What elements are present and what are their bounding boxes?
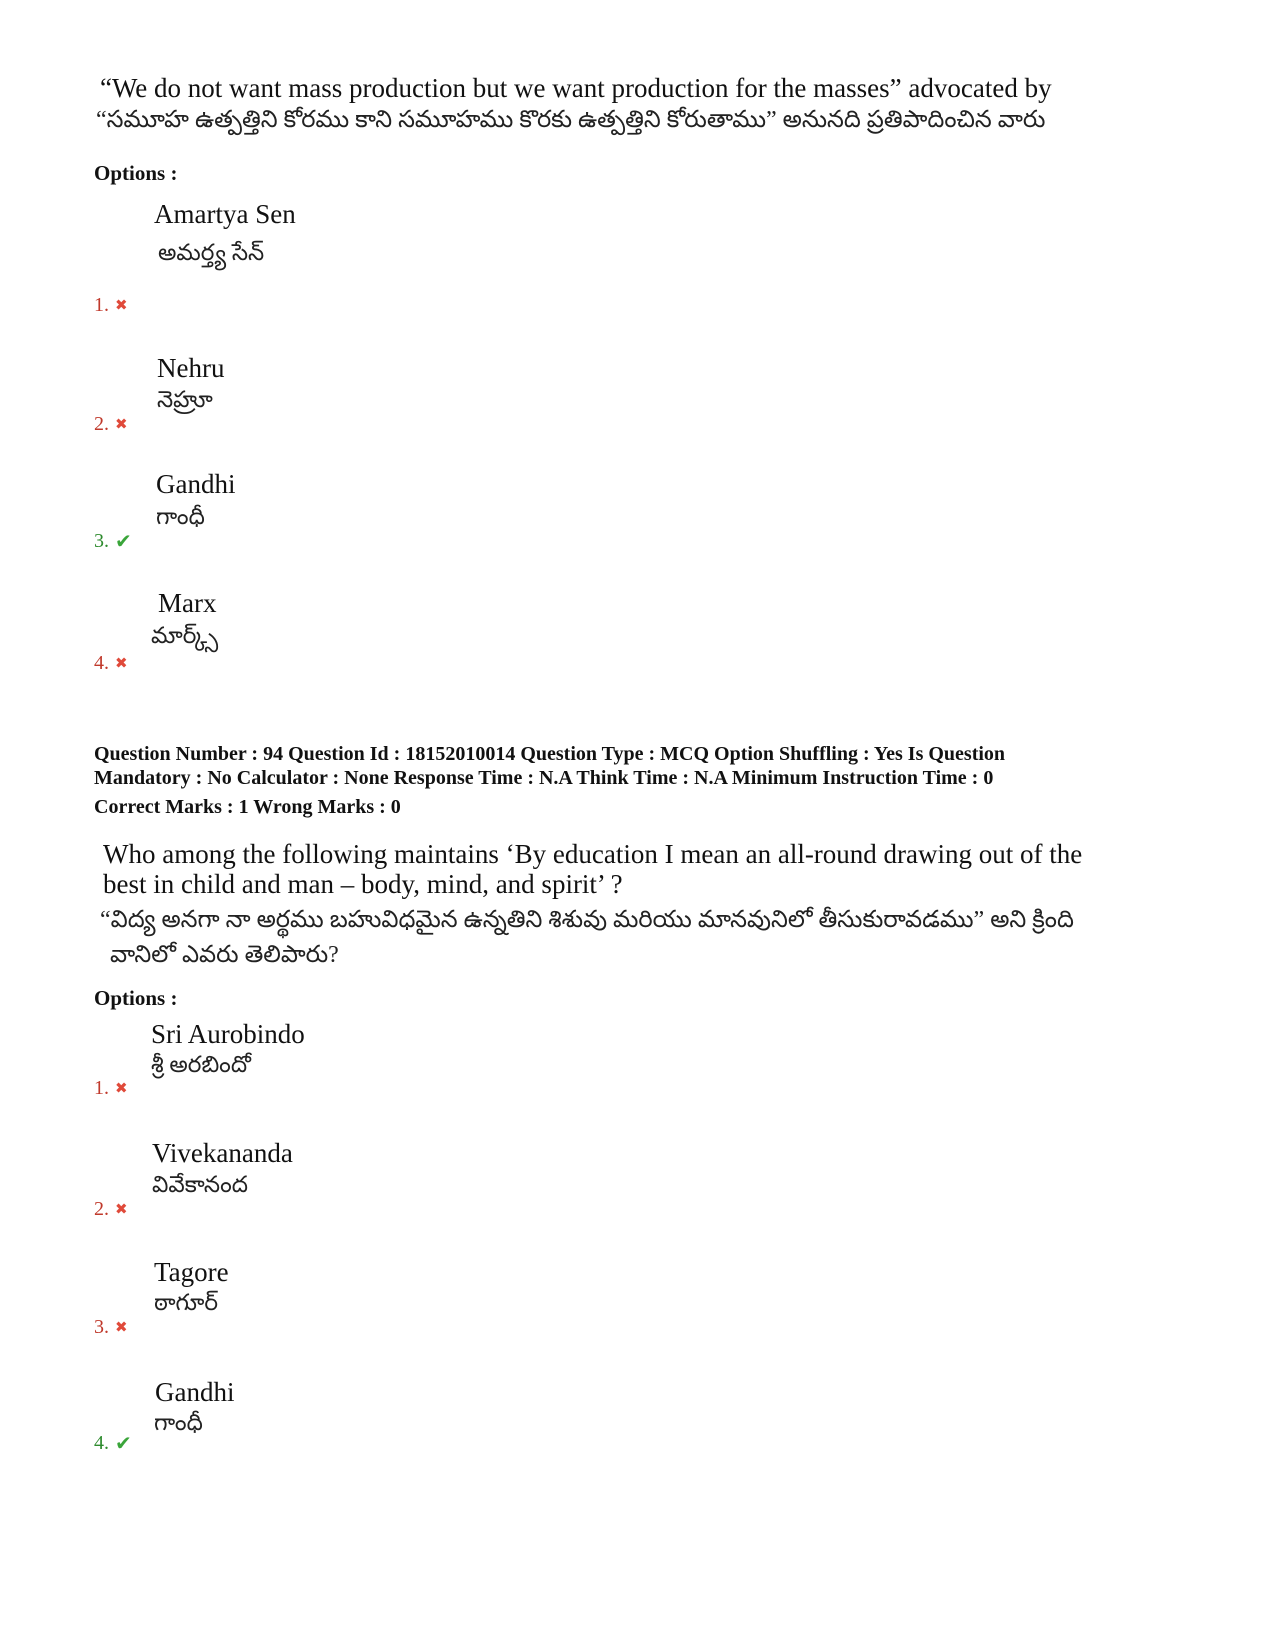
q2-option-1-text-en: Sri Aurobindo <box>151 1019 305 1049</box>
cross-icon: ✖ <box>115 1200 128 1218</box>
q2-option-4-text-te: గాంధీ <box>154 1410 203 1435</box>
question-1-text-te: “సమూహ ఉత్పత్తిని కోరము కాని సమూహము కొరకు ఉత్పత్తిని కోరుతాము” అనునది ప్రతిపాదించిన వారు <box>96 107 1046 133</box>
q1-option-2-text-en: Nehru <box>157 353 225 383</box>
q2-option-4-text-en: Gandhi <box>155 1377 235 1407</box>
question-2-meta-line-1: Question Number : 94 Question Id : 18152010014 Question Type : MCQ Option Shuffling : Yes Is Question <box>94 743 1006 765</box>
question-2-text-en-line-2: best in child and man – body, mind, and spirit’ ? <box>103 869 623 899</box>
cross-icon: ✖ <box>115 1079 128 1097</box>
question-2-text-en-line-1: Who among the following maintains ‘By education I mean an all-round drawing out of the <box>103 839 1083 869</box>
cross-icon: ✖ <box>115 1318 128 1336</box>
cross-icon: ✖ <box>115 296 128 314</box>
option-number: 1. <box>94 294 109 316</box>
option-number: 4. <box>94 652 109 674</box>
q1-option-3-text-te: గాంధీ <box>156 504 205 529</box>
cross-icon: ✖ <box>115 415 128 433</box>
check-icon: ✔ <box>115 529 132 553</box>
q1-option-4-text-te: మార్క్స్ <box>151 623 219 648</box>
question-1-text-en: “We do not want mass production but we want production for the masses” advocated by <box>100 73 1052 103</box>
question-2-text-te-line-1: “విద్య అనగా నా అర్థము బహువిధమైన ఉన్నతిని శిశువు మరియు మానవునిలో తీసుకురావడము” అని క్రింది <box>100 907 1074 933</box>
q2-option-4-marker <box>94 1432 132 1454</box>
options-label: Options : <box>94 161 178 185</box>
q2-option-1-text-te: శ్రీ అరబిందో <box>151 1052 251 1077</box>
q2-option-3-text-en: Tagore <box>154 1257 229 1287</box>
question-2-text-te-line-2: వానిలో ఎవరు తెలిపారు? <box>110 942 339 968</box>
q1-option-4-marker <box>94 652 128 674</box>
option-number: 2. <box>94 413 109 435</box>
option-number: 3. <box>94 1316 109 1338</box>
q1-option-3-marker <box>94 530 132 552</box>
option-number: 1. <box>94 1077 109 1099</box>
cross-icon: ✖ <box>115 654 128 672</box>
question-2-meta-line-3: Correct Marks : 1 Wrong Marks : 0 <box>94 796 401 818</box>
q1-option-3-text-en: Gandhi <box>156 469 236 499</box>
q1-option-2-marker <box>94 413 128 435</box>
check-icon: ✔ <box>115 1431 132 1455</box>
option-number: 2. <box>94 1198 109 1220</box>
option-number: 4. <box>94 1432 109 1454</box>
q1-option-1-text-en: Amartya Sen <box>154 199 296 229</box>
q2-option-2-text-en: Vivekananda <box>152 1138 293 1168</box>
q1-option-2-text-te: నెహ్రూ <box>157 387 213 412</box>
option-number: 3. <box>94 530 109 552</box>
q2-option-2-marker <box>94 1198 128 1220</box>
q2-option-3-marker <box>94 1316 128 1338</box>
q2-option-3-text-te: ఠాగూర్ <box>154 1290 218 1315</box>
q2-option-2-text-te: వివేకానంద <box>152 1172 248 1197</box>
question-2-meta-line-2: Mandatory : No Calculator : None Response Time : N.A Think Time : N.A Minimum Instruction Time : 0 <box>94 767 994 789</box>
q1-option-1-text-te: అమర్త్య సేన్ <box>158 240 265 265</box>
q1-option-1-marker <box>94 294 128 316</box>
q1-option-4-text-en: Marx <box>158 588 217 618</box>
q2-option-1-marker <box>94 1077 128 1099</box>
options-label: Options : <box>94 986 178 1010</box>
